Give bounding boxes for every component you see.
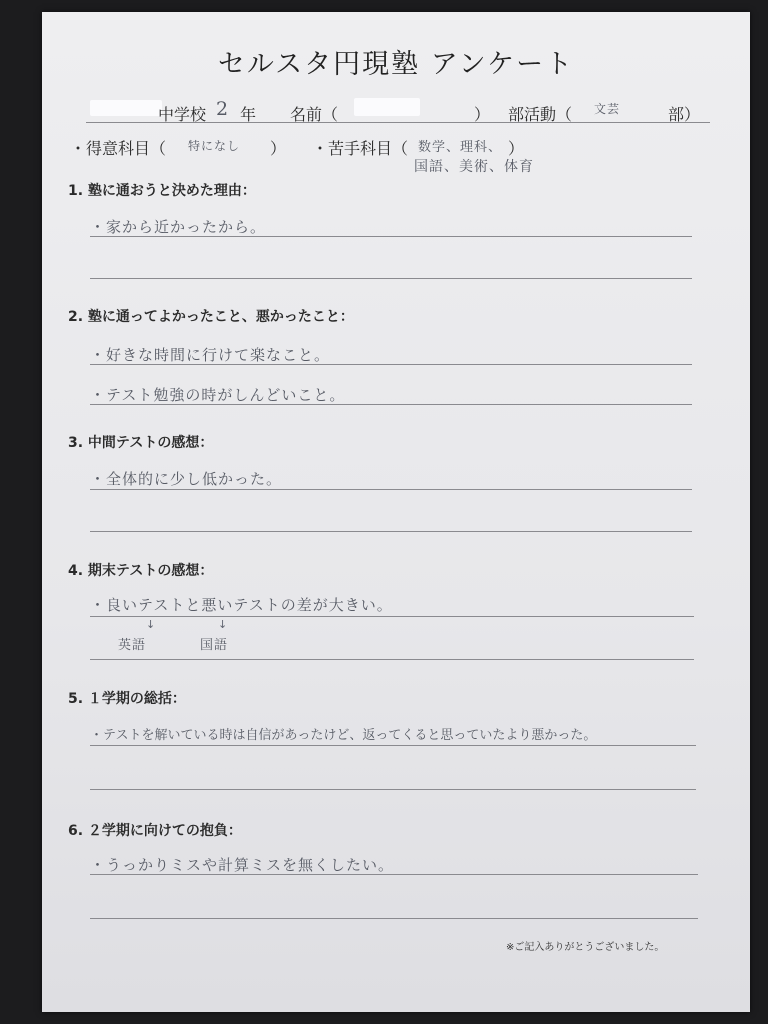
thank-you-footnote: ※ご記入ありがとうございました。 (506, 942, 665, 953)
good-subject-value: 特になし (188, 139, 241, 153)
club-label: 部活動（ (508, 105, 573, 124)
student-name-redaction (354, 98, 420, 116)
survey-title: セルスタ円現塾 アンケート (217, 49, 575, 80)
question-6-line-1 (90, 874, 698, 875)
club-value: 文芸 (594, 102, 621, 116)
grade-value: 2 (216, 98, 230, 120)
question-6-answer-1: ・うっかりミスや計算ミスを無くしたい。 (90, 856, 395, 874)
question-1-answer-1: ・家から近かったから。 (90, 218, 267, 236)
school-name-redaction (90, 100, 162, 116)
good-subject-label: ・得意科目（ (70, 139, 167, 158)
question-6-label: 6. ２学期に向けての抱負： (68, 823, 242, 839)
question-5-line-2 (90, 789, 696, 790)
club-close: 部） (668, 105, 701, 124)
question-4-answer-1: ・良いテストと悪いテストの差が大きい。 (90, 596, 393, 614)
note-arrow-1: ↓ (146, 618, 156, 631)
question-5-line-1 (90, 745, 696, 746)
note-arrow-2: ↓ (218, 618, 228, 631)
question-2-label: 2. 塾に通ってよかったこと、悪かったこと： (68, 309, 354, 325)
question-3-line-1 (90, 489, 692, 490)
good-subject-close: ） (270, 139, 287, 158)
weak-subject-close: ） (508, 139, 525, 158)
question-4-label: 4. 期末テストの感想： (68, 563, 214, 579)
weak-subject-value-line1: 数学、理科、 (418, 140, 503, 155)
name-label: 名前（ (290, 105, 339, 124)
question-3-label: 3. 中間テストの感想： (68, 435, 214, 451)
grade-label: 年 (240, 105, 257, 124)
question-1-line-1 (90, 236, 692, 237)
question-3-line-2 (90, 531, 692, 532)
school-label: 中学校 (158, 105, 207, 124)
question-2-answer-1: ・好きな時間に行けて楽なこと。 (90, 346, 331, 364)
question-6-line-2 (90, 918, 698, 919)
question-4-line-2 (90, 659, 694, 660)
name-close: ） (474, 105, 491, 124)
question-1-line-2 (90, 278, 692, 279)
question-5-answer-1: ・テストを解いている時は自信があったけど、返ってくると思っていたより悪かった。 (90, 728, 597, 743)
survey-sheet (42, 12, 750, 1012)
question-2-line-1 (90, 364, 692, 365)
question-3-answer-1: ・全体的に少し低かった。 (90, 470, 283, 488)
weak-subject-label: ・苦手科目（ (312, 139, 409, 158)
question-4-note-1: 英語 (118, 638, 147, 653)
question-1-label: 1. 塾に通おうと決めた理由： (68, 183, 256, 199)
question-5-label: 5. １学期の総括： (68, 691, 186, 707)
question-2-answer-2: ・テスト勉強の時がしんどいこと。 (90, 386, 346, 404)
weak-subject-value-line2: 国語、美術、体育 (414, 159, 534, 175)
question-2-line-2 (90, 404, 692, 405)
question-4-note-2: 国語 (200, 638, 229, 653)
question-4-line-1 (90, 616, 694, 617)
header-underline (86, 122, 710, 123)
